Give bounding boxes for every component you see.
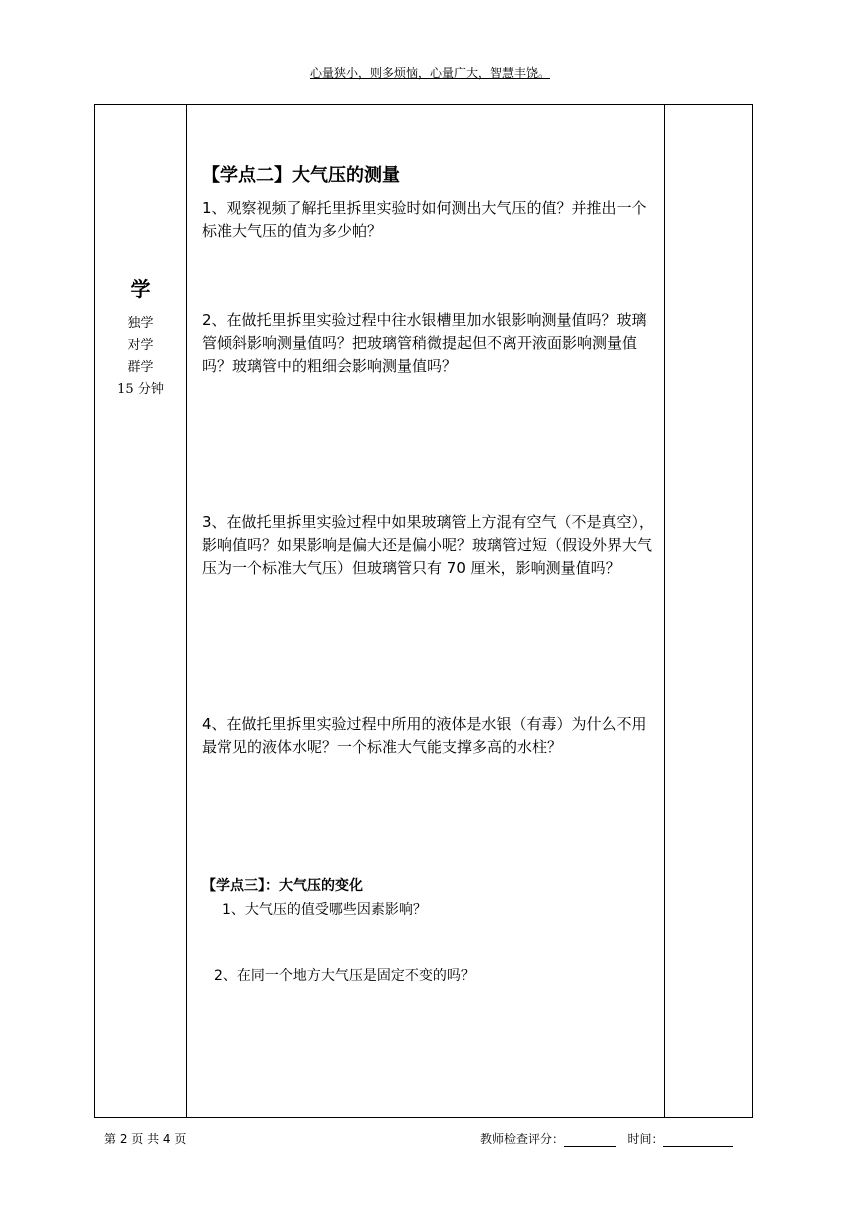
score-blank[interactable] bbox=[564, 1134, 616, 1147]
time-label: 时间： bbox=[627, 1132, 664, 1146]
check-label: 教师检查评分： bbox=[480, 1132, 565, 1146]
header-motto: 心量狭小，则多烦恼，心量广大，智慧丰饶。 bbox=[309, 66, 550, 80]
left-line-3: 群学 bbox=[127, 360, 154, 375]
section2-question-3: 3、在做托里拆里实验过程中如果玻璃管上方混有空气（不是真空），影响值吗？如果影响是偏大还是偏小呢？玻璃管过短（假设外界大气压为一个标准大气压）但玻璃管只有 70 厘米，影响测量值吗？ bbox=[202, 513, 655, 577]
section2-title: 【学点二】大气压的测量 bbox=[202, 165, 400, 186]
column-divider-left bbox=[186, 105, 187, 1117]
left-column-title: 学 bbox=[130, 277, 151, 301]
worksheet-table bbox=[94, 104, 753, 1118]
section3-question-1: 1、大气压的值受哪些因素影响？ bbox=[222, 902, 427, 918]
time-blank[interactable] bbox=[663, 1134, 733, 1147]
left-line-2: 对学 bbox=[127, 338, 154, 353]
content-column bbox=[188, 105, 664, 1117]
section2-question-4: 4、在做托里拆里实验过程中所用的液体是水银（有毒）为什么不用最常见的液体水呢？一个标准大气能支撑多高的水柱？ bbox=[202, 715, 647, 756]
page-number: 第 2 页 共 4 页 bbox=[104, 1132, 187, 1146]
left-column bbox=[95, 105, 186, 1117]
left-line-1: 独学 bbox=[127, 316, 154, 331]
section2-question-2: 2、在做托里拆里实验过程中往水银槽里加水银影响测量值吗？玻璃管倾斜影响测量值吗？把玻璃管稍微提起但不离开液面影响测量值吗？玻璃管中的粗细会影响测量值吗？ bbox=[202, 311, 647, 375]
section2-question-1: 1、观察视频了解托里拆里实验时如何测出大气压的值？并推出一个标准大气压的值为多少帕？ bbox=[202, 199, 647, 240]
left-line-4: 15 分钟 bbox=[117, 382, 164, 397]
page-header bbox=[0, 64, 860, 81]
section3-question-2: 2、在同一个地方大气压是固定不变的吗？ bbox=[214, 968, 475, 984]
section3-title: 【学点三】：大气压的变化 bbox=[202, 878, 363, 894]
column-divider-right bbox=[664, 105, 665, 1117]
teacher-check-row bbox=[480, 1130, 733, 1147]
